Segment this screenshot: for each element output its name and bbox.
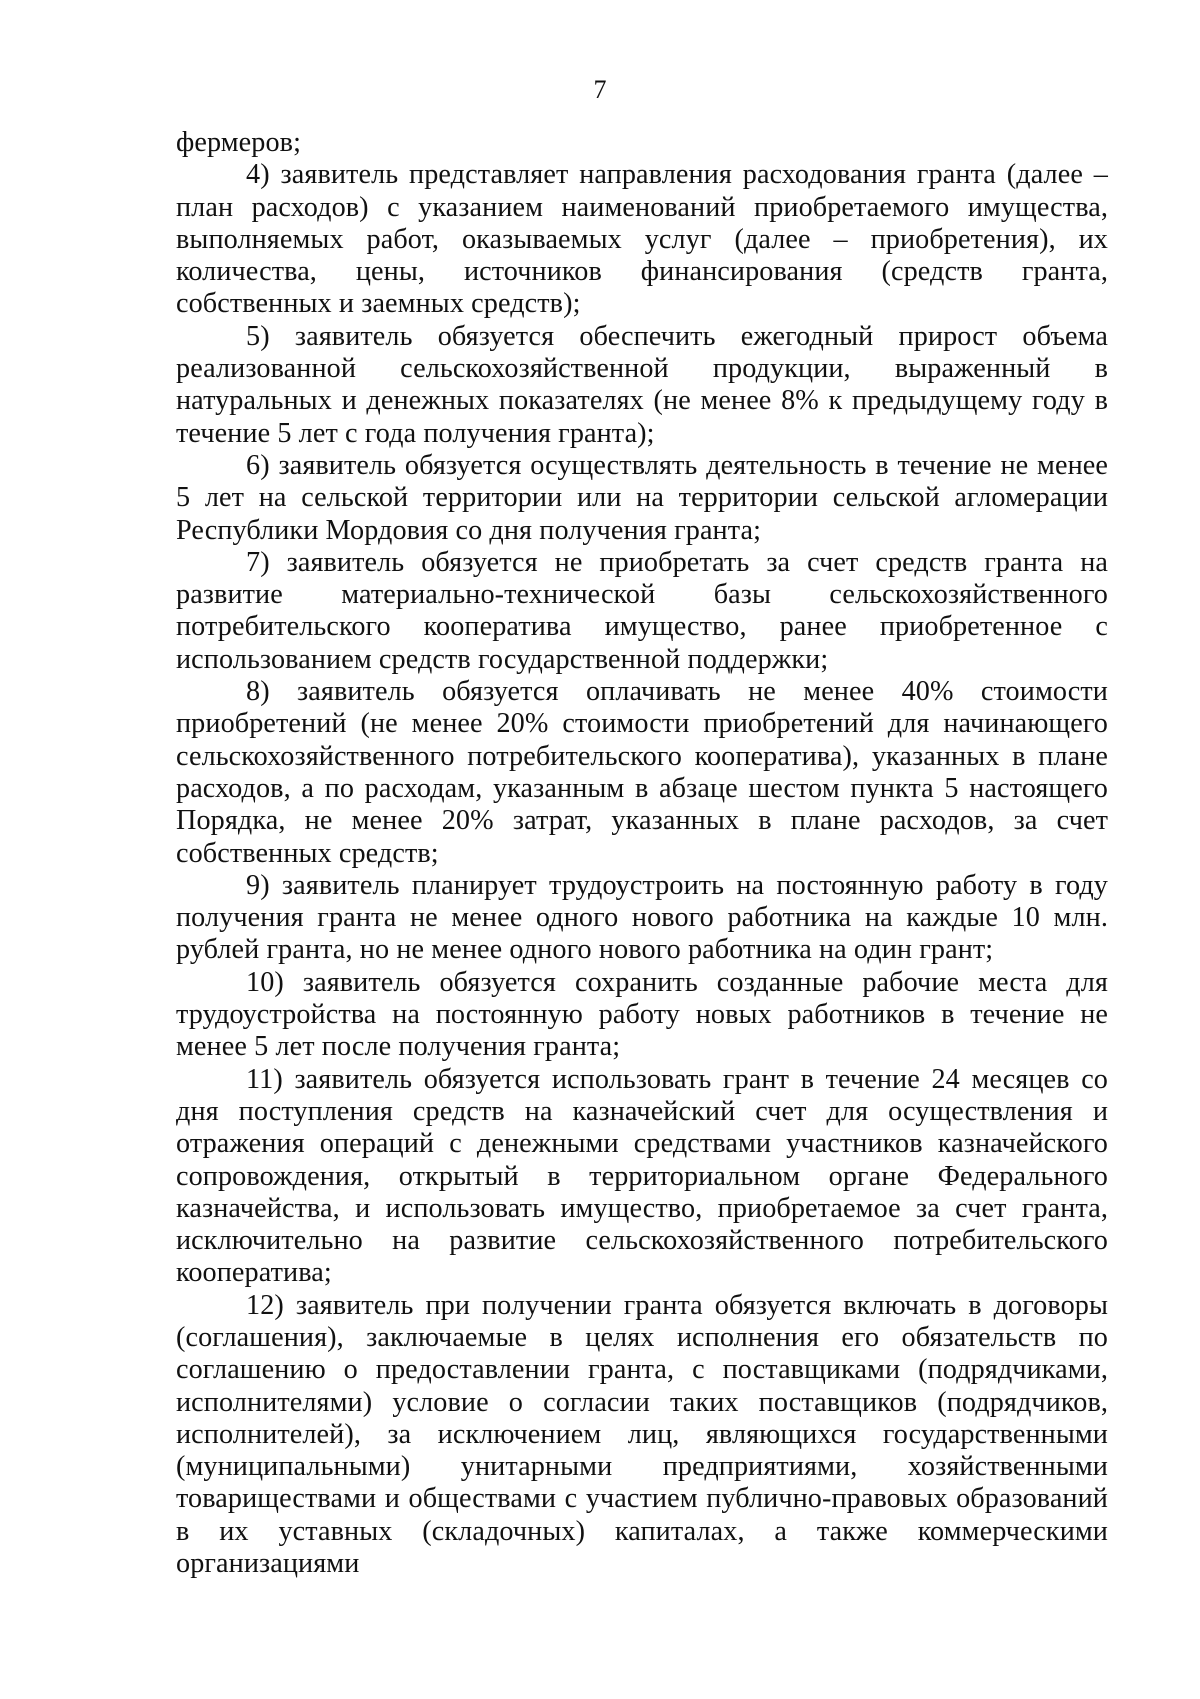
paragraph-item-8: 8) заявитель обязуется оплачивать не менее 40% стоимости приобретений (не менее 20% стоимости приобретений для начинающего сельскохозяйственного потребительского кооператива), указанных в плане расходов, а по расходам, указанным в абзаце шестом пункта 5 настоящего Порядка, не менее 20% затрат, указанных в плане расходов, за счет собственных средств; [176,676,1108,869]
paragraph-item-10: 10) заявитель обязуется сохранить созданные рабочие места для трудоустройства на постоянную работу новых работников в течение не менее 5 лет после получения гранта; [176,966,1108,1063]
paragraph-item-12: 12) заявитель при получении гранта обязуется включать в договоры (соглашения), заключаемые в целях исполнения его обязательств по соглашению о предоставлении гранта, с поставщиками (подрядчиками, исполнителями) условие о согласии таких поставщиков (подрядчиков, исполнителей), за исключением лиц, являющихся государственными (муниципальными) унитарными предприятиями, хозяйственными товариществами и обществами с участием публично-правовых образований в их уставных (складочных) капиталах, а также коммерческими организациями [176,1289,1108,1580]
paragraph-item-5: 5) заявитель обязуется обеспечить ежегодный прирост объема реализованной сельскохозяйственной продукции, выраженный в натуральных и денежных показателях (не менее 8% к предыдущему году в течение 5 лет с года получения гранта); [176,320,1108,449]
paragraph-item-11: 11) заявитель обязуется использовать грант в течение 24 месяцев со дня поступления средств на казначейский счет для осуществления и отражения операций с денежными средствами участников казначейского сопровождения, открытый в территориальном органе Федерального казначейства, и использовать имущество, приобретаемое за счет гранта, исключительно на развитие сельскохозяйственного потребительского кооператива; [176,1063,1108,1289]
page-number: 7 [593,75,607,104]
document-body [176,127,1108,1580]
paragraph-item-9: 9) заявитель планирует трудоустроить на постоянную работу в году получения гранта не менее одного нового работника на каждые 10 млн. рублей гранта, но не менее одного нового работника на один грант; [176,869,1108,966]
paragraph-item-4: 4) заявитель представляет направления расходования гранта (далее – план расходов) с указанием наименований приобретаемого имущества, выполняемых работ, оказываемых услуг (далее – приобретения), их количества, цены, источников финансирования (средств гранта, собственных и заемных средств); [176,159,1108,320]
paragraph-item-7: 7) заявитель обязуется не приобретать за счет средств гранта на развитие материально-технической базы сельскохозяйственного потребительского кооператива имущество, ранее приобретенное с использованием средств государственной поддержки; [176,546,1108,675]
paragraph-item-6: 6) заявитель обязуется осуществлять деятельность в течение не менее 5 лет на сельской территории или на территории сельской агломерации Республики Мордовия со дня получения гранта; [176,449,1108,546]
paragraph-continuation: фермеров; [176,127,302,158]
